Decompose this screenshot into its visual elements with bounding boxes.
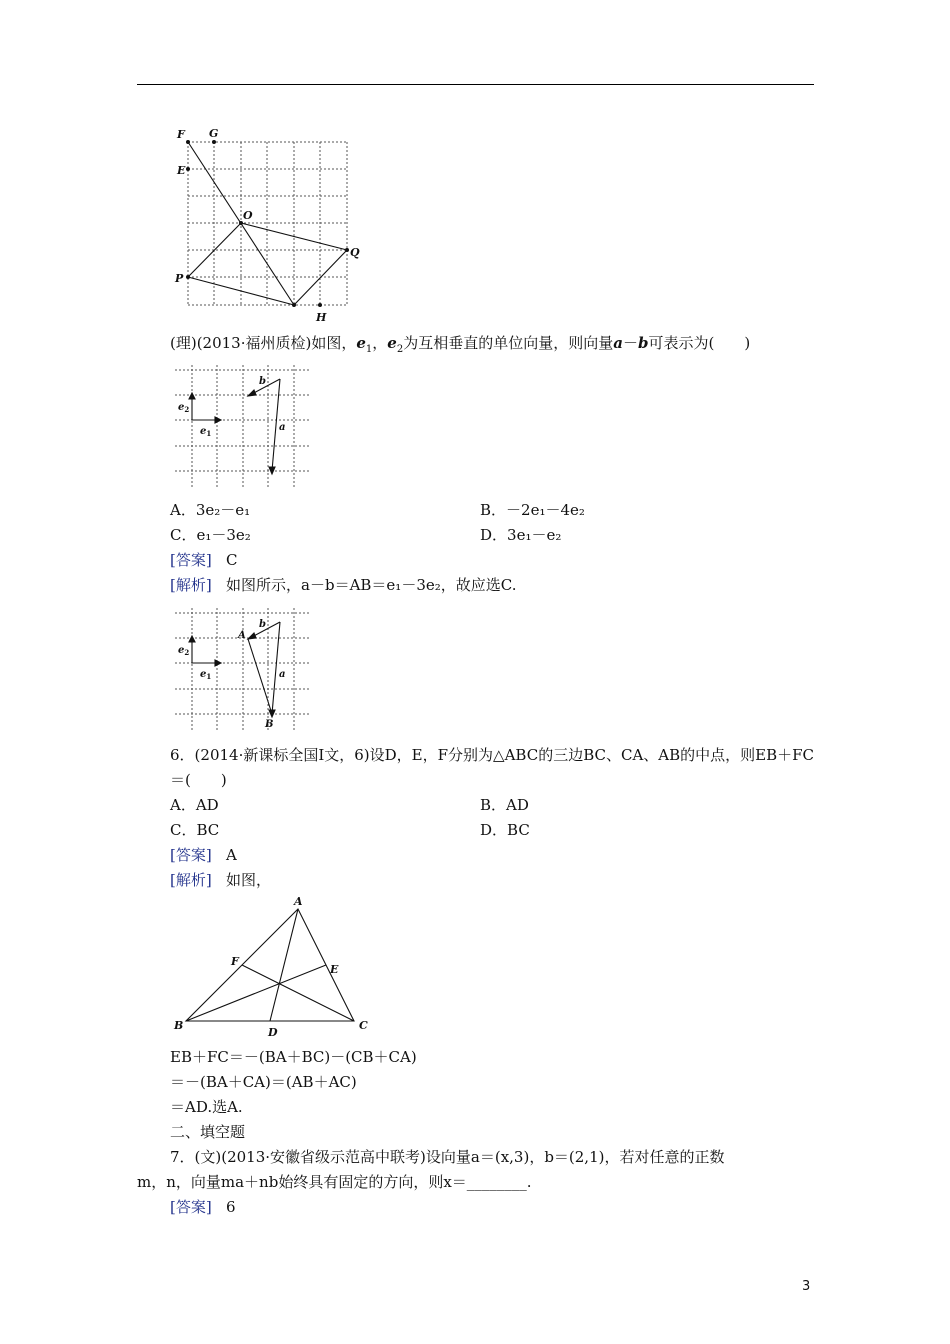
q7-answer-line <box>170 1197 236 1217</box>
q6-option-d: D．BC <box>480 821 530 839</box>
vector-grid-figure-1 <box>170 125 360 325</box>
q5-a: a <box>613 334 623 352</box>
fig3-e2: $e_2$ <box>178 645 190 657</box>
q6-work-line2: ＝－(BA＋CA)＝(AB＋AC) <box>170 1073 357 1091</box>
q5-e1: e <box>356 334 366 352</box>
question-5-text <box>170 333 750 360</box>
fig2-e2: $e_2$ <box>178 402 190 414</box>
q5-answer-line <box>170 550 238 570</box>
vector-grid-figure-2 <box>170 362 315 490</box>
label-Q: Q <box>350 246 360 259</box>
fig2-a: a <box>279 422 286 433</box>
q6-analysis-line <box>170 870 271 890</box>
q6-work-line1: EB＋FC＝－(BA＋BC)－(CB＋CA) <box>170 1048 417 1066</box>
label-P: P <box>175 272 184 285</box>
q6-answer-line <box>170 845 237 865</box>
question-7-line1: 7．(文)(2013·安徽省级示范高中联考)设向量a＝(x,3)，b＝(2,1)，若对任意的正数 <box>170 1148 725 1166</box>
label-O: O <box>243 209 253 222</box>
q5-suffix: 可表示为( ) <box>648 334 751 352</box>
answer-tag: [答案] <box>170 1198 212 1216</box>
q5-analysis-line <box>170 575 516 595</box>
answer-tag: [答案] <box>170 846 212 864</box>
analysis-text: 如图， <box>226 871 272 889</box>
label-F: F <box>177 128 185 141</box>
fig3-b: b <box>259 619 266 630</box>
question-7-line2: m，n，向量ma＋nb始终具有固定的方向，则x＝________. <box>137 1173 532 1191</box>
triangle-label-C: C <box>359 1019 368 1032</box>
triangle-figure <box>170 895 380 1040</box>
q5-e2-sub: 2 <box>396 344 404 355</box>
fig3-B: B <box>265 719 274 730</box>
q6-option-c: C．BC <box>170 821 220 839</box>
triangle-label-E: E <box>330 963 339 976</box>
page-number: 3 <box>802 1279 811 1294</box>
analysis-tag: [解析] <box>170 576 212 594</box>
q5-option-d: D．3e₁－e₂ <box>480 526 562 544</box>
answer-value: 6 <box>226 1198 236 1216</box>
label-E: E <box>177 164 186 177</box>
q5-prefix: (理)(2013·福州质检)如图， <box>170 334 357 352</box>
question-6-line2: ＝( ) <box>170 771 227 789</box>
q6-option-b: B．AD <box>480 796 529 814</box>
triangle-label-A: A <box>294 895 303 908</box>
question-6-line1: 6．(2014·新课标全国Ⅰ文，6)设D，E，F分别为△ABC的三边BC、CA、AB的中点，则EB＋FC <box>170 746 814 764</box>
answer-tag: [答案] <box>170 551 212 569</box>
section-heading: 二、填空题 <box>170 1123 246 1141</box>
fig3-A: A <box>238 630 246 641</box>
q5-minus: － <box>622 334 638 352</box>
triangle-label-F: F <box>231 955 239 968</box>
triangle-label-D: D <box>268 1026 278 1039</box>
fig2-e1: $e_1$ <box>200 426 212 438</box>
q5-option-c: C．e₁－3e₂ <box>170 526 251 544</box>
q5-e1-sub: 1 <box>365 344 373 355</box>
q5-middle: 为互相垂直的单位向量，则向量 <box>403 334 614 352</box>
q5-option-b: B．－2e₁－4e₂ <box>480 501 585 519</box>
q5-comma: ， <box>372 334 388 352</box>
fig2-b: b <box>259 376 266 387</box>
header-rule <box>137 84 814 85</box>
triangle-label-B: B <box>174 1019 184 1032</box>
q5-option-a: A．3e₂－e₁ <box>170 501 251 519</box>
vector-grid-figure-3 <box>170 605 315 733</box>
label-H: H <box>316 311 327 324</box>
q6-work-line3: ＝AD.选A. <box>170 1098 243 1116</box>
q5-e2: e <box>387 334 397 352</box>
analysis-tag: [解析] <box>170 871 212 889</box>
fig3-e1: $e_1$ <box>200 669 212 681</box>
fig3-a: a <box>279 669 286 680</box>
q6-option-a: A．AD <box>170 796 219 814</box>
q5-b: b <box>637 334 649 352</box>
label-G: G <box>209 127 219 140</box>
answer-value: A <box>226 846 237 864</box>
analysis-text: 如图所示，a－b＝AB＝e₁－3e₂，故应选C. <box>226 576 517 594</box>
answer-value: C <box>226 551 238 569</box>
